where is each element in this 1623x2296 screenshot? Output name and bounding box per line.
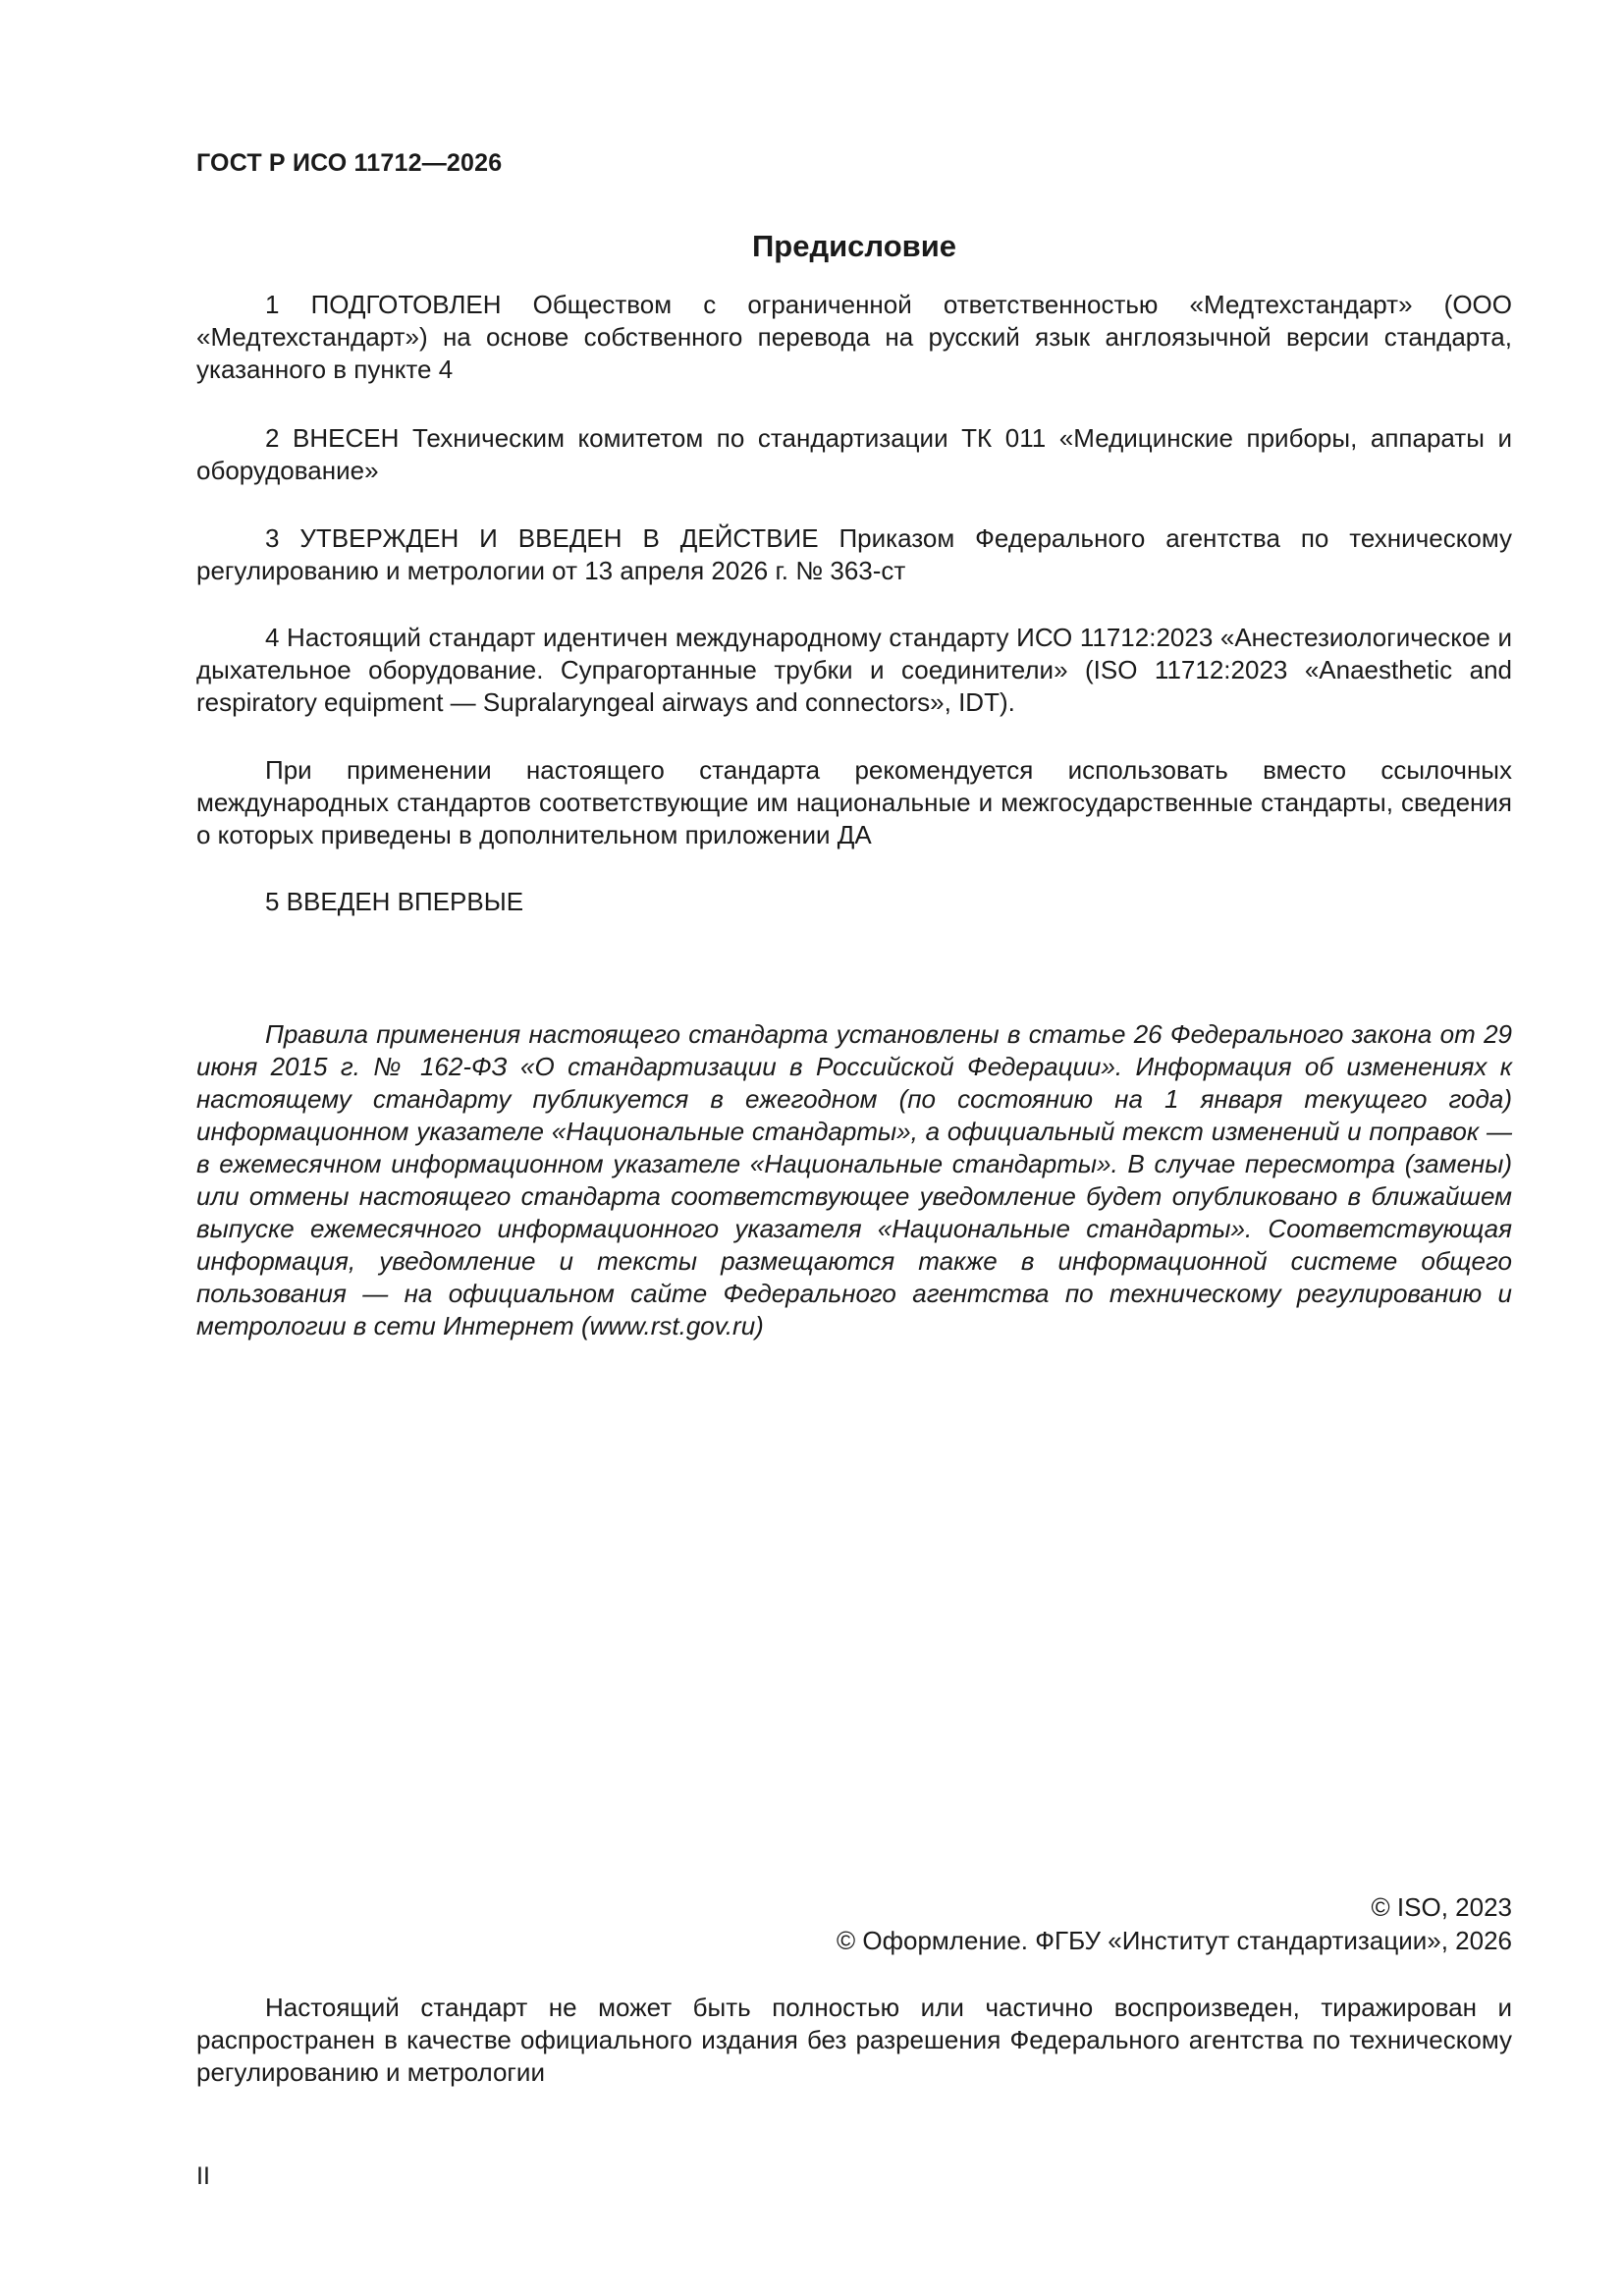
foreword-item-5 [196,886,1512,918]
foreword-item-2 [196,422,1512,487]
foreword-item-4 [196,622,1512,719]
reproduction-notice [196,1992,1512,2089]
foreword-item-3-text: 3 УТВЕРЖДЕН И ВВЕДЕН В ДЕЙСТВИЕ Приказом Федерального агентства по техническому регулированию и метрологии от 13 апреля 2026 г. № 363-ст [196,523,1512,585]
reproduction-notice-text: Настоящий стандарт не может быть полностью или частично воспроизведен, тиражирован и распространен в качестве официального издания без разрешения Федерального агентства по техническому регулированию и метрологии [196,1993,1512,2087]
foreword-item-3 [196,522,1512,587]
foreword-item-4-text: 4 Настоящий стандарт идентичен международному стандарту ИСО 11712:2023 «Анестезиологическое и дыхательное оборудование. Супрагортанные трубки и соединители» (ISO 11712:2023 «Anaesthetic and respiratory equipment — Supralaryngeal airways and connectors», IDT). [196,623,1512,717]
rules-notice-text: Правила применения настоящего стандарта установлены в статье 26 Федерального закона от 29 июня 2015 г. № 162-ФЗ «О стандартизации в Российской Федерации». Информация об изменениях к настоящему стандарту публикуется в ежегодном (по состоянию на 1 января текущего года) информационном указателе «Национальные стандарты», а официальный текст изменений и поправок — в ежемесячном информационном указателе «Национальные стандарты». В случае пересмотра (замены) или отмены настоящего стандарта соответствующее уведомление будет опубликовано в ближайшем выпуске ежемесячного информационного указателя «Национальные стандарты». Соответствующая информация, уведомление и тексты размещаются также в информационной системе общего пользования — на официальном сайте Федерального агентства по техническому регулированию и метрологии в сети Интернет (www.rst.gov.ru) [196,1019,1512,1340]
page-number: II [196,2162,210,2190]
rules-notice [196,1018,1512,1342]
foreword-item-1-text: 1 ПОДГОТОВЛЕН Обществом с ограниченной ответственностью «Медтехстандарт» (ООО «Медтехстандарт») на основе собственного перевода на русский язык англоязычной версии стандарта, указанного в пункте 4 [196,290,1512,384]
copyright-iso: © ISO, 2023 [1371,1892,1512,1922]
foreword-item-5-text: 5 ВВЕДЕН ВПЕРВЫЕ [265,887,524,916]
page-title: Предисловие [751,229,956,263]
foreword-reference-note [196,754,1512,851]
foreword-item-1 [196,289,1512,386]
foreword-item-2-text: 2 ВНЕСЕН Техническим комитетом по стандартизации ТК 011 «Медицинские приборы, аппараты и оборудование» [196,423,1512,485]
copyright-design: © Оформление. ФГБУ «Институт стандартизации», 2026 [837,1926,1512,1955]
document-code-header: ГОСТ Р ИСО 11712—2026 [196,149,503,177]
foreword-reference-note-text: При применении настоящего стандарта рекомендуется использовать вместо ссылочных международных стандартов соответствующие им национальные и межгосударственные стандарты, сведения о которых приведены в дополнительном приложении ДА [196,755,1512,849]
